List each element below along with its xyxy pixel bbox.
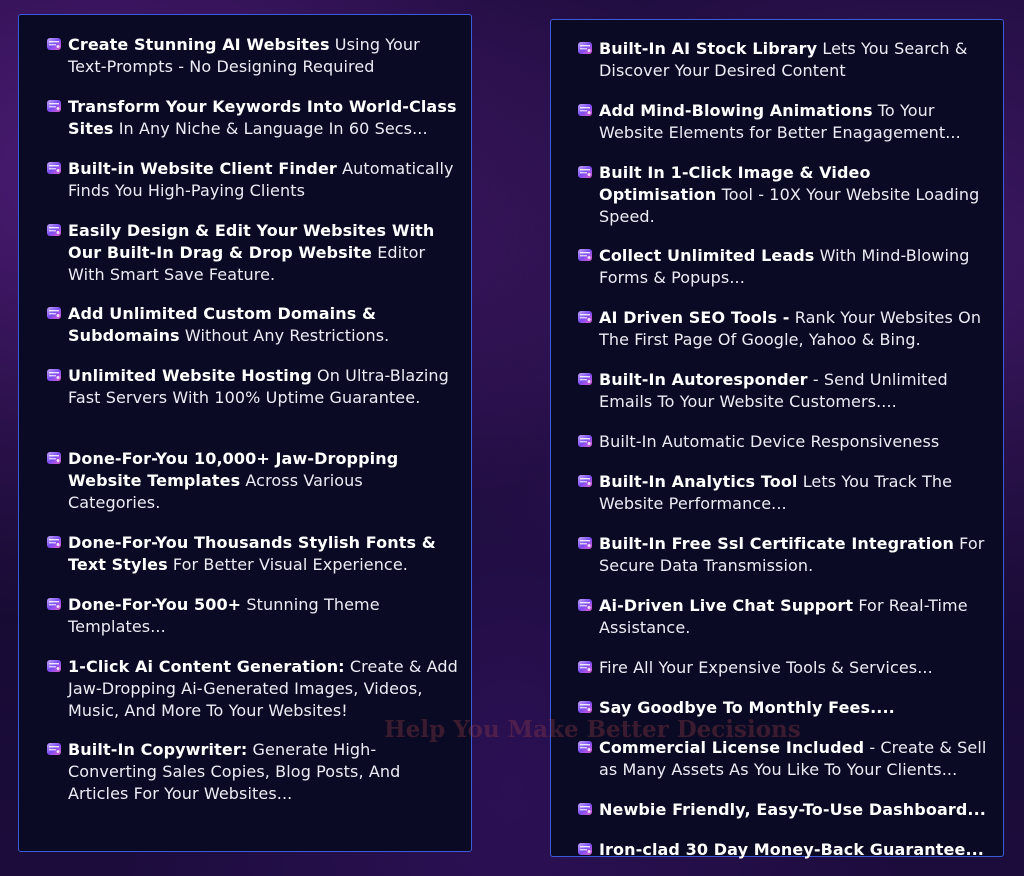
feature-text: Say Goodbye To Monthly Fees.... — [599, 698, 895, 717]
feature-item — [577, 839, 989, 861]
feature-item — [46, 220, 458, 286]
feature-text: Newbie Friendly, Easy-To-Use Dashboard... — [599, 800, 986, 819]
feature-item — [46, 739, 458, 805]
feature-text: Create Stunning AI Websites Using Your Text-Prompts - No Designing Required — [68, 35, 420, 76]
feature-item — [46, 96, 458, 140]
feature-item — [46, 594, 458, 638]
features-panel-left — [18, 14, 472, 852]
feature-text: Fire All Your Expensive Tools & Services... — [599, 658, 933, 677]
bullet-badge-icon — [46, 596, 62, 612]
feature-text: 1-Click Ai Content Generation: Create & Add Jaw-Dropping Ai-Generated Images, Videos, Music, And More To Your Websites! — [68, 657, 458, 720]
feature-text: Built-In AI Stock Library Lets You Search & Discover Your Desired Content — [599, 39, 968, 80]
feature-text: Built-In Analytics Tool Lets You Track The Website Performance... — [599, 472, 953, 513]
bullet-badge-icon — [46, 367, 62, 383]
features-panel-right — [550, 19, 1004, 857]
feature-item — [46, 365, 458, 409]
feature-text: Built-In Autoresponder - Send Unlimited Emails To Your Website Customers.... — [599, 370, 948, 411]
feature-item — [577, 245, 989, 289]
bullet-badge-icon — [46, 658, 62, 674]
bullet-badge-icon — [577, 247, 593, 263]
feature-item — [46, 34, 458, 78]
bullet-badge-icon — [46, 160, 62, 176]
bullet-badge-icon — [577, 841, 593, 857]
feature-item — [577, 162, 989, 228]
feature-item — [577, 595, 989, 639]
feature-text: Commercial License Included - Create & Sell as Many Assets As You Like To Your Clients... — [599, 738, 987, 779]
bullet-badge-icon — [46, 98, 62, 114]
feature-item — [577, 471, 989, 515]
bullet-badge-icon — [577, 659, 593, 675]
bullet-badge-icon — [577, 801, 593, 817]
feature-text: Unlimited Website Hosting On Ultra-Blazing Fast Servers With 100% Uptime Guarantee. — [68, 366, 449, 407]
feature-item — [577, 38, 989, 82]
feature-text: Built-In Free Ssl Certificate Integration For Secure Data Transmission. — [599, 534, 985, 575]
feature-text: Easily Design & Edit Your Websites With Our Built-In Drag & Drop Website Editor With Smart Save Feature. — [68, 221, 435, 284]
bullet-badge-icon — [46, 741, 62, 757]
feature-item — [577, 697, 989, 719]
feature-item — [46, 656, 458, 722]
feature-item — [577, 799, 989, 821]
feature-item — [577, 369, 989, 413]
feature-item — [46, 448, 458, 514]
bullet-badge-icon — [577, 309, 593, 325]
bullet-badge-icon — [577, 164, 593, 180]
feature-text: Done-For-You 10,000+ Jaw-Dropping Website Templates Across Various Categories. — [68, 449, 399, 512]
feature-item — [577, 100, 989, 144]
feature-text: Built-In Automatic Device Responsiveness — [599, 432, 940, 451]
feature-text: Add Unlimited Custom Domains & Subdomains Without Any Restrictions. — [68, 304, 390, 345]
feature-item — [46, 532, 458, 576]
bullet-badge-icon — [46, 305, 62, 321]
bullet-badge-icon — [577, 473, 593, 489]
feature-text: Iron-clad 30 Day Money-Back Guarantee... — [599, 840, 984, 859]
feature-text: Done-For-You 500+ Stunning Theme Templates... — [68, 595, 380, 636]
bullet-badge-icon — [46, 450, 62, 466]
bullet-badge-icon — [577, 102, 593, 118]
bullet-badge-icon — [577, 739, 593, 755]
bullet-badge-icon — [46, 534, 62, 550]
feature-item — [577, 657, 989, 679]
feature-item — [577, 307, 989, 351]
feature-item — [577, 431, 989, 453]
watermark-text: Help You Make Better Decisions — [384, 716, 801, 743]
bullet-badge-icon — [577, 371, 593, 387]
feature-text: AI Driven SEO Tools - Rank Your Websites On The First Page Of Google, Yahoo & Bing. — [599, 308, 982, 349]
bullet-badge-icon — [577, 40, 593, 56]
bullet-badge-icon — [46, 222, 62, 238]
feature-item — [46, 158, 458, 202]
feature-text: Built In 1-Click Image & Video Optimisation Tool - 10X Your Website Loading Speed. — [599, 163, 980, 226]
bullet-badge-icon — [577, 535, 593, 551]
feature-item — [577, 737, 989, 781]
feature-text: Built-In Copywriter: Generate High-Converting Sales Copies, Blog Posts, And Articles For Your Websites... — [68, 740, 401, 803]
feature-text: Add Mind-Blowing Animations To Your Website Elements for Better Enagagement... — [599, 101, 961, 142]
feature-item — [46, 303, 458, 347]
bullet-badge-icon — [577, 699, 593, 715]
bullet-badge-icon — [577, 597, 593, 613]
feature-text: Transform Your Keywords Into World-Class Sites In Any Niche & Language In 60 Secs... — [68, 97, 457, 138]
feature-text: Done-For-You Thousands Stylish Fonts & Text Styles For Better Visual Experience. — [68, 533, 436, 574]
feature-item — [577, 533, 989, 577]
feature-text: Collect Unlimited Leads With Mind-Blowing Forms & Popups... — [599, 246, 970, 287]
feature-text: Ai-Driven Live Chat Support For Real-Time Assistance. — [599, 596, 968, 637]
bullet-badge-icon — [46, 36, 62, 52]
bullet-badge-icon — [577, 433, 593, 449]
feature-text: Built-in Website Client Finder Automatically Finds You High-Paying Clients — [68, 159, 454, 200]
